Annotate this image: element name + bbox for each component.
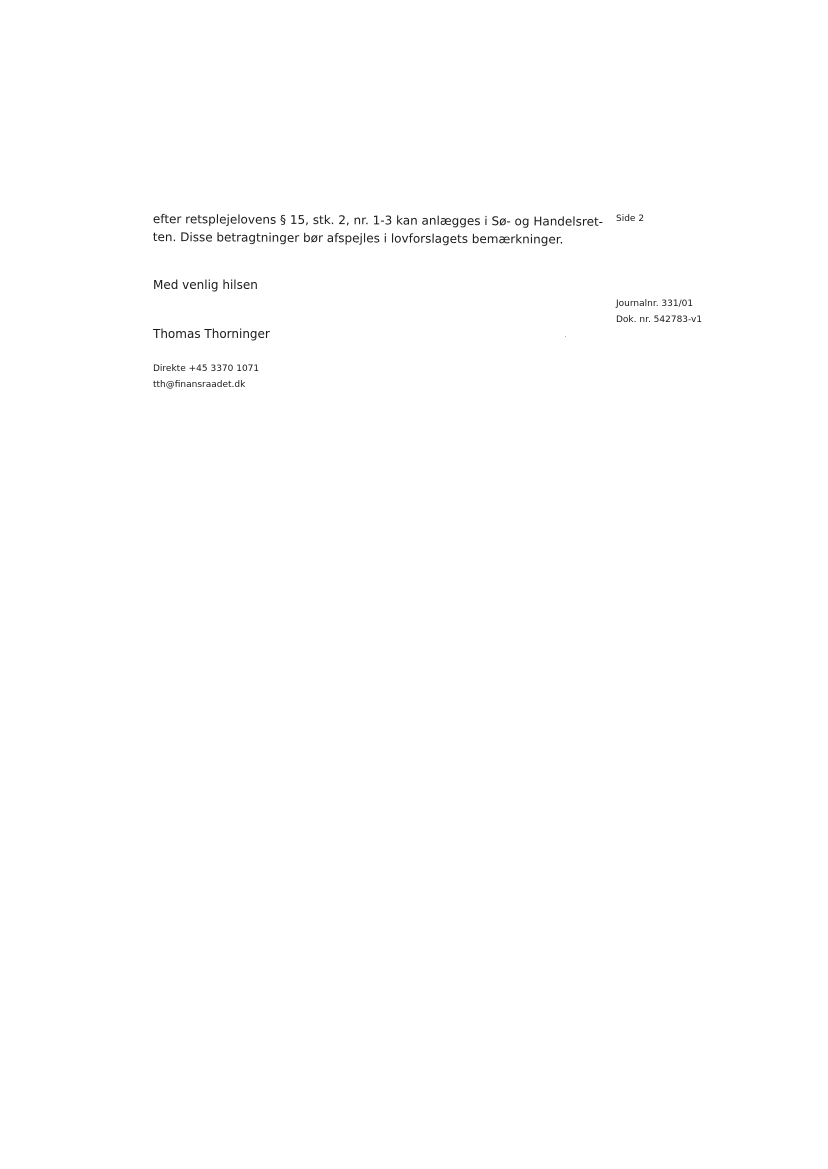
contact-block — [153, 361, 259, 393]
email-address: tth@finansraadet.dk — [153, 380, 246, 390]
document-number: Dok. nr. 542783-v1 — [616, 315, 703, 325]
direct-phone: Direkte +45 3370 1071 — [153, 364, 260, 374]
page-number: Side 2 — [616, 214, 645, 224]
signature-name: Thomas Thorninger — [153, 327, 270, 341]
closing-greeting: Med venlig hilsen — [153, 278, 258, 292]
reference-block — [616, 296, 702, 328]
journal-number: Journalnr. 331/01 — [616, 299, 694, 309]
body-line-2: ten. Disse betragtninger bør afspejles i lovforslagets bemærkninger. — [152, 229, 564, 247]
scan-speck — [565, 336, 566, 337]
body-line-1: efter retsplejelovens § 15, stk. 2, nr. 1-3 kan anlægges i Sø- og Handelsret- — [152, 211, 604, 229]
letter-body-paragraph — [153, 210, 603, 249]
